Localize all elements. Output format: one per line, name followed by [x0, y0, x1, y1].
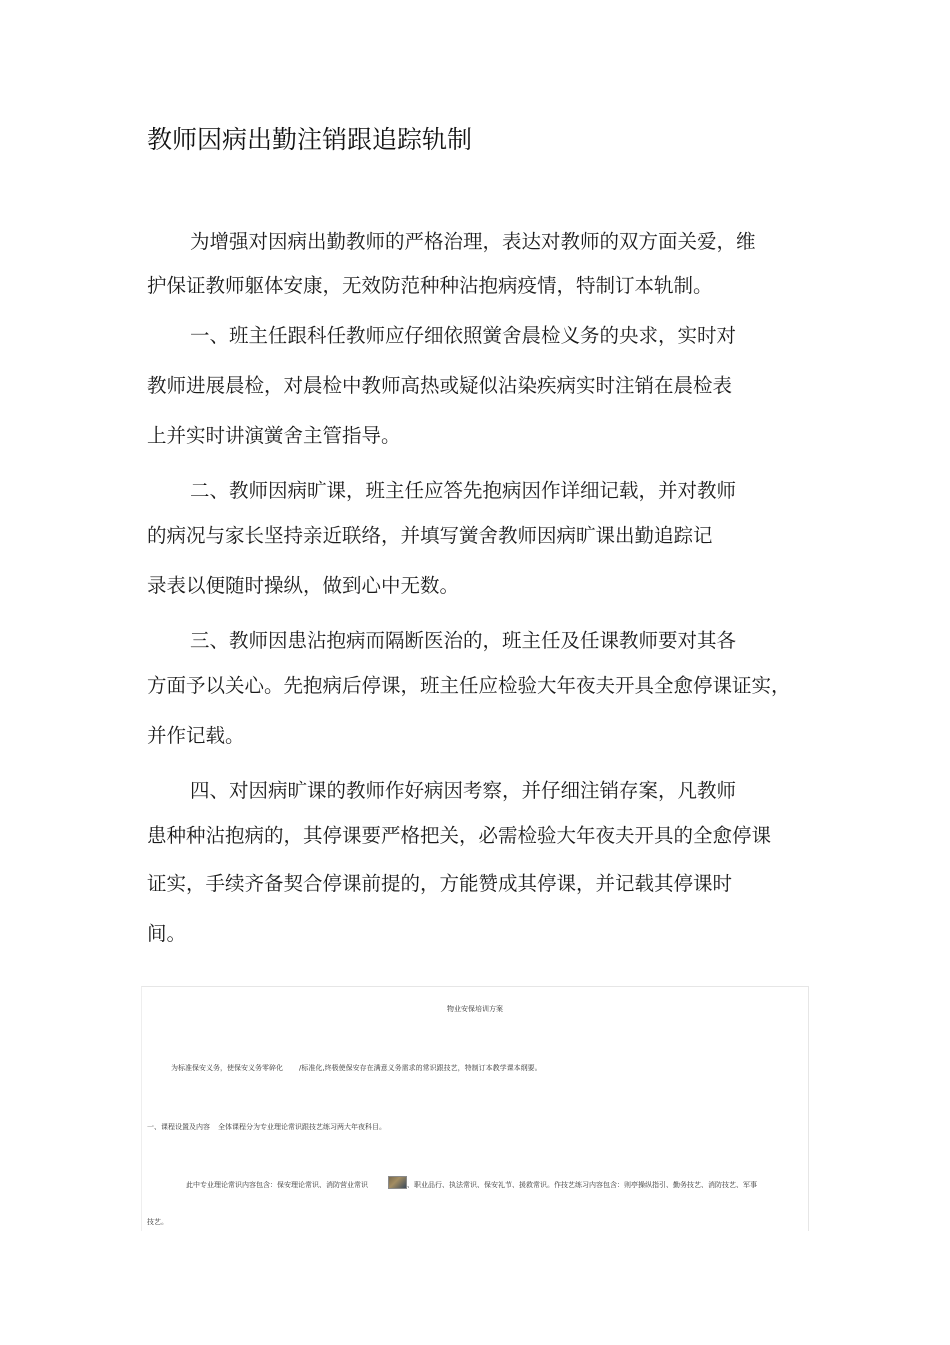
paragraph-line: 为增强对因病出勤教师的严格治理，表达对教师的双方面关爱，维	[190, 230, 756, 253]
paragraph-line: 录表以便随时操纵，做到心中无数。	[147, 574, 460, 597]
embedded-detail-text: 、职业品行、执法常识、保安礼节、援救常识。作技艺练习内容包含：则亭操纵指引、勤务技艺、消防技艺、军事	[407, 1181, 757, 1189]
paragraph-line: 二、教师因病旷课，班主任应答先抱病因作详细记载，并对教师	[190, 479, 737, 502]
embedded-detail-text: 技艺。	[147, 1218, 168, 1226]
paragraph-line: 上并实时讲演黉舍主管指导。	[147, 424, 401, 447]
embedded-page-title: 物业安保培训方案	[447, 1005, 503, 1013]
paragraph-line: 护保证教师躯体安康，无效防范种种沾抱病疫情，特制订本轨制。	[147, 274, 713, 297]
embedded-intro-text: /标准化,终极使保安存在满意义务需求的常识跟技艺，特制订本教学课本纲要。	[299, 1064, 542, 1072]
paragraph-line: 一、班主任跟科任教师应仔细依照黉舍晨检义务的央求，实时对	[190, 324, 737, 347]
paragraph-line: 的病况与家长坚持亲近联络，并填写黉舍教师因病旷课出勤追踪记	[147, 524, 713, 547]
paragraph-line: 间。	[147, 922, 187, 945]
embedded-section-heading: 一、课程设置及内容	[147, 1123, 210, 1131]
embedded-thumbnail-image	[388, 1176, 407, 1189]
embedded-page-preview	[141, 986, 809, 1231]
paragraph-line: 方面予以关心。先抱病后停课，班主任应检验大年夜夫开具全愈停课证实，	[147, 674, 791, 697]
embedded-section-text: 全体课程分为专业理论常识跟技艺练习两大年夜科目。	[218, 1123, 386, 1131]
paragraph-line: 并作记载。	[147, 724, 245, 747]
embedded-intro-text: 为标准保安义务，使保安义务零碎化	[171, 1064, 283, 1072]
paragraph-line: 教师进展晨检，对晨检中教师高热或疑似沾染疾病实时注销在晨检表	[147, 374, 733, 397]
paragraph-line: 证实，手续齐备契合停课前提的，方能赞成其停课，并记载其停课时	[147, 872, 733, 895]
paragraph-line: 患种种沾抱病的，其停课要严格把关，必需检验大年夜夫开具的全愈停课	[147, 824, 772, 847]
embedded-detail-text: 此中专业理论常识内容包含：保安理论常识、消防营业常识	[186, 1181, 368, 1189]
paragraph-line: 三、教师因患沾抱病而隔断医治的，班主任及任课教师要对其各	[190, 629, 737, 652]
document-title: 教师因病出勤注销跟追踪轨制	[147, 125, 473, 154]
paragraph-line: 四、对因病旷课的教师作好病因考察，并仔细注销存案，凡教师	[190, 779, 737, 802]
